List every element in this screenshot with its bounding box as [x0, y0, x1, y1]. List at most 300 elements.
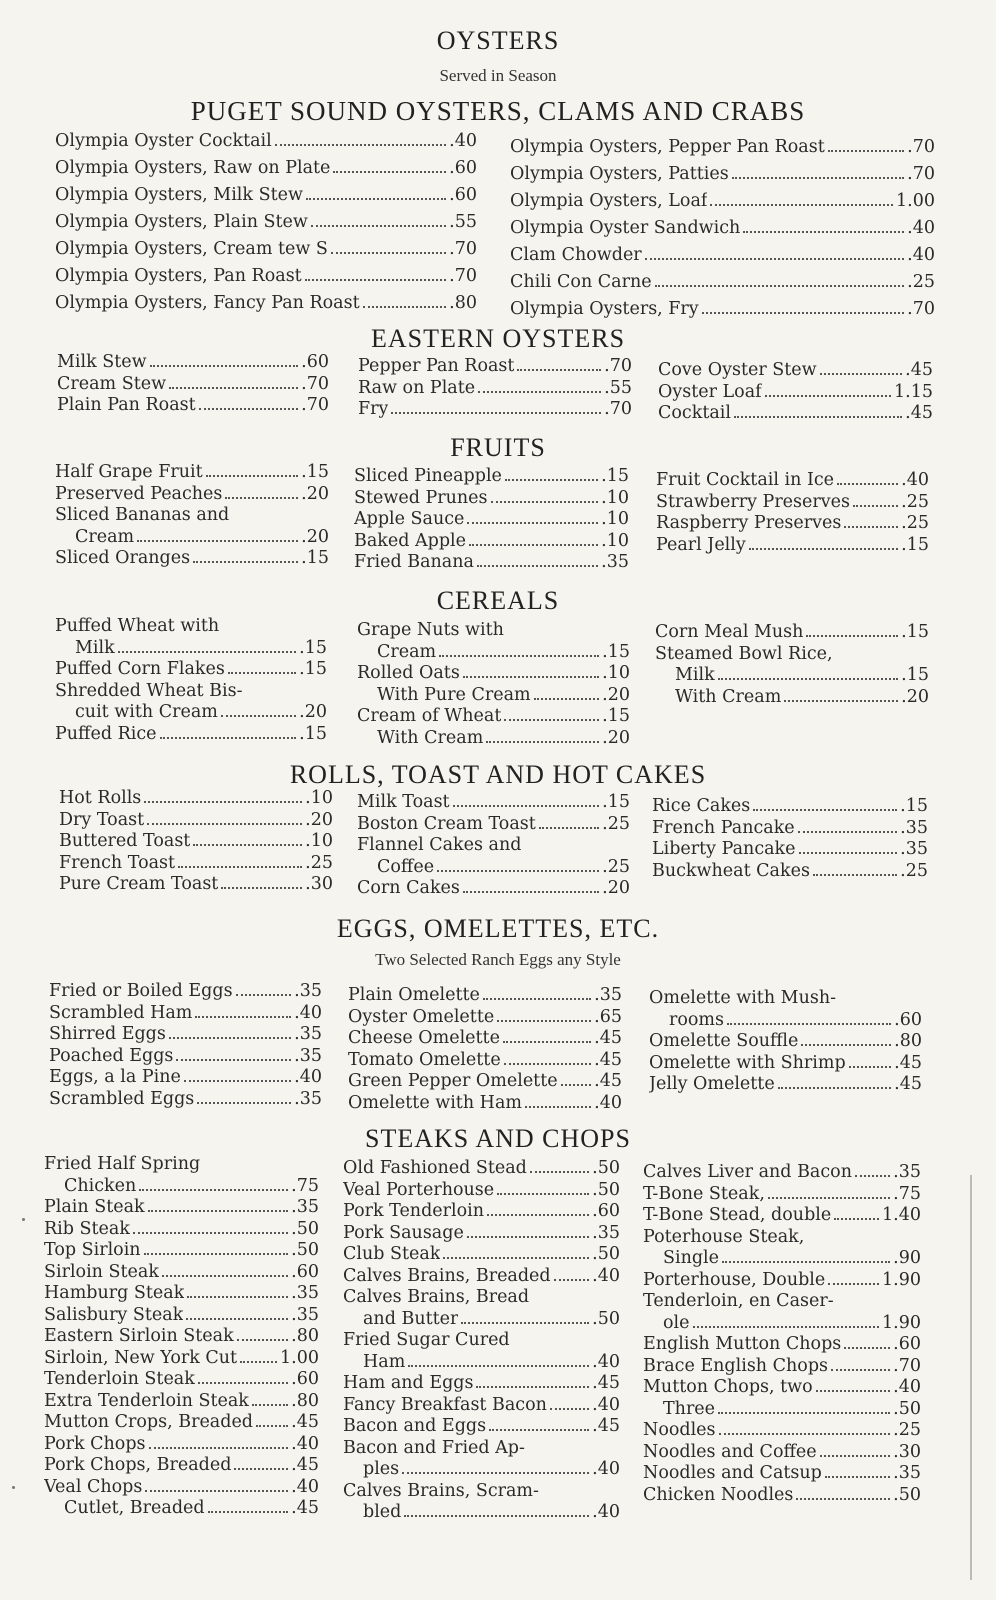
item-price: .70: [604, 356, 632, 376]
dot-leader: [778, 1087, 891, 1089]
item-name: Cove Oyster Stew: [658, 360, 817, 380]
menu-item: [357, 642, 630, 664]
item-price: 1.40: [882, 1205, 921, 1225]
item-price: .10: [601, 509, 629, 529]
menu-column: [658, 360, 933, 425]
page-title: OYSTERS: [436, 26, 560, 55]
item-name: Olympia Oysters, Patties: [510, 164, 729, 184]
item-name: Olympia Oysters, Fancy Pan Roast: [55, 293, 360, 313]
dot-leader: [443, 1257, 589, 1259]
item-price: .60: [301, 352, 329, 372]
menu-item: [55, 724, 327, 746]
item-name: ole: [663, 1312, 690, 1333]
dot-leader: [305, 279, 446, 281]
item-name: Extra Tenderloin Steak: [44, 1390, 249, 1411]
item-name: T-Bone Stead, double: [643, 1205, 832, 1225]
dot-leader: [228, 672, 296, 674]
menu-item: [55, 263, 477, 290]
menu-item: [655, 644, 929, 666]
menu-item: [643, 1420, 921, 1442]
item-price: .50: [592, 1308, 620, 1329]
dot-leader: [486, 741, 599, 743]
item-price: .45: [291, 1498, 319, 1518]
menu-item: [343, 1459, 620, 1481]
dot-leader: [221, 887, 302, 889]
item-name: Flannel Cakes and: [357, 835, 522, 855]
item-price: .75: [291, 1175, 319, 1196]
item-name: Old Fashioned Stead: [343, 1158, 527, 1178]
item-price: .30: [893, 1441, 921, 1462]
dot-leader: [467, 1236, 589, 1238]
menu-item: [510, 161, 935, 188]
menu-column: [510, 134, 935, 323]
dot-leader: [489, 1429, 589, 1431]
menu-item: [649, 1053, 922, 1075]
menu-item: [643, 1184, 921, 1206]
dot-leader: [198, 1382, 288, 1384]
dot-leader: [561, 1084, 592, 1086]
menu-item: [354, 466, 629, 488]
item-price: .50: [592, 1158, 620, 1178]
item-price: .80: [449, 293, 477, 313]
item-price: .40: [592, 1502, 620, 1522]
dot-leader: [234, 1468, 288, 1470]
item-name: Grape Nuts with: [357, 620, 504, 640]
item-name: Corn Meal Mush: [655, 622, 804, 642]
item-name: Milk Stew: [57, 352, 147, 372]
dot-leader: [837, 483, 898, 485]
item-name: Omelette with Mush-: [649, 988, 837, 1008]
menu-item: [44, 1240, 319, 1262]
dot-leader: [497, 1193, 589, 1195]
item-name: Coffee: [377, 856, 435, 877]
item-name: Brace English Chops: [643, 1355, 829, 1376]
dot-leader: [825, 1476, 890, 1478]
item-name: Tenderloin, en Caser-: [643, 1291, 834, 1311]
item-name: Pure Cream Toast: [59, 874, 219, 894]
item-name: Club Steak: [343, 1244, 441, 1264]
dot-leader: [208, 1511, 289, 1513]
dot-leader: [391, 412, 601, 414]
item-name: Cocktail: [658, 403, 731, 423]
menu-item: [49, 1003, 322, 1025]
item-price: .55: [604, 377, 632, 398]
menu-item: [357, 685, 630, 707]
menu-item: [354, 552, 629, 574]
item-name: Olympia Oysters, Plain Stew: [55, 212, 308, 232]
menu-item: [55, 616, 327, 638]
item-name: Raw on Plate: [358, 377, 476, 398]
dot-leader: [149, 1447, 289, 1449]
item-price: .70: [907, 164, 935, 184]
menu-column: [655, 622, 929, 708]
item-name: Top Sirloin: [44, 1240, 141, 1260]
dot-leader: [844, 526, 898, 528]
item-name: Preserved Peaches: [55, 483, 223, 504]
item-price: .35: [893, 1162, 921, 1182]
menu-column: [357, 620, 630, 749]
item-name: Cutlet, Breaded: [64, 1498, 205, 1518]
dot-leader: [806, 635, 898, 637]
item-price: .45: [905, 360, 933, 380]
item-name: Cream: [75, 526, 135, 547]
menu-item: [49, 1067, 322, 1089]
item-price: .70: [907, 299, 935, 319]
item-price: .40: [592, 1265, 620, 1286]
menu-item: [510, 242, 935, 269]
dot-leader: [534, 698, 600, 700]
item-name: Rib Steak: [44, 1218, 130, 1239]
dot-leader: [749, 548, 898, 550]
item-price: .15: [602, 641, 630, 662]
dot-leader: [147, 823, 302, 825]
dot-leader: [477, 565, 598, 567]
item-name: Oyster Omelette: [348, 1006, 495, 1027]
dot-leader: [206, 475, 299, 477]
menu-item: [649, 1010, 922, 1032]
dot-leader: [193, 561, 298, 563]
item-name: rooms: [669, 1009, 725, 1030]
menu-item: [55, 638, 327, 660]
item-name: Veal Porterhouse: [343, 1179, 495, 1200]
item-price: .15: [301, 548, 329, 568]
item-name: Oyster Loaf: [658, 381, 762, 402]
menu-item: [643, 1291, 921, 1313]
item-name: French Toast: [59, 852, 176, 873]
dot-leader: [144, 801, 302, 803]
item-name: Chili Con Carne: [510, 272, 652, 292]
item-price: .25: [907, 272, 935, 292]
item-price: .45: [905, 403, 933, 423]
dot-leader: [160, 737, 297, 739]
item-name: Porterhouse, Double: [643, 1269, 826, 1290]
menu-item: [357, 835, 630, 857]
item-price: .15: [301, 462, 329, 482]
dot-leader: [798, 831, 897, 833]
menu-item: [49, 1024, 322, 1046]
menu-column: [55, 128, 477, 317]
dot-leader: [753, 809, 897, 811]
menu-item: [343, 1287, 620, 1309]
item-name: Milk Toast: [357, 792, 450, 812]
menu-item: [44, 1262, 319, 1284]
item-price: .70: [449, 266, 477, 286]
item-price: .20: [602, 727, 630, 748]
dot-leader: [478, 391, 601, 393]
menu-column: [49, 981, 322, 1110]
item-price: .15: [602, 706, 630, 726]
item-name: Olympia Oysters, Raw on Plate: [55, 158, 331, 178]
item-name: Bacon and Fried Ap-: [343, 1437, 525, 1458]
item-name: Pork Chops: [44, 1433, 146, 1454]
dot-leader: [816, 1390, 890, 1392]
item-name: Ham and Eggs: [343, 1373, 474, 1393]
menu-item: [343, 1244, 620, 1266]
item-name: Three: [663, 1398, 716, 1419]
item-name: Jelly Omelette: [649, 1074, 775, 1094]
item-price: .20: [305, 809, 333, 830]
dot-leader: [844, 1347, 890, 1349]
dot-leader: [732, 177, 904, 179]
item-name: Olympia Oysters, Milk Stew: [55, 185, 303, 205]
item-name: French Pancake: [652, 817, 795, 838]
item-name: Omelette Souffle: [649, 1031, 799, 1051]
menu-item: [343, 1373, 620, 1395]
item-name: Sirloin Steak: [44, 1261, 159, 1282]
dot-leader: [463, 891, 599, 893]
menu-item: [348, 1050, 622, 1072]
item-price: .40: [291, 1476, 319, 1497]
dot-leader: [853, 505, 898, 507]
dot-leader: [463, 676, 599, 678]
dot-leader: [487, 1214, 589, 1216]
item-price: .20: [299, 702, 327, 722]
dot-leader: [236, 994, 292, 996]
print-speck: [22, 1218, 25, 1221]
dot-leader: [150, 365, 299, 367]
section-title-puget: PUGET SOUND OYSTERS, CLAMS AND CRABS: [190, 96, 806, 126]
item-price: .45: [594, 1071, 622, 1091]
item-name: Eastern Sirloin Steak: [44, 1326, 234, 1346]
menu-column: [656, 470, 929, 556]
item-name: Noodles and Coffee: [643, 1441, 817, 1462]
menu-item: [643, 1248, 921, 1270]
menu-item: [357, 814, 630, 836]
item-name: Olympia Oysters, Pepper Pan Roast: [510, 137, 825, 157]
menu-item: [44, 1154, 319, 1176]
menu-item: [44, 1348, 319, 1370]
menu-item: [49, 981, 322, 1003]
menu-item: [348, 985, 622, 1007]
item-price: .40: [592, 1459, 620, 1479]
menu-item: [55, 681, 327, 703]
menu-item: [643, 1377, 921, 1399]
item-price: .40: [291, 1433, 319, 1454]
item-name: Eggs, a la Pine: [49, 1067, 181, 1087]
item-price: .25: [900, 860, 928, 881]
item-price: .35: [294, 1045, 322, 1066]
item-price: .35: [294, 981, 322, 1001]
section-title-eggs: EGGS, OMELETTES, ETC.: [336, 914, 660, 943]
item-price: .20: [901, 686, 929, 707]
item-price: .45: [291, 1412, 319, 1432]
item-price: .25: [602, 856, 630, 877]
item-name: Fried Sugar Cured: [343, 1330, 510, 1350]
dot-leader: [655, 285, 905, 287]
dot-leader: [765, 395, 891, 397]
item-name: Tomato Omelette: [348, 1049, 501, 1070]
item-name: Omelette with Shrimp: [649, 1052, 846, 1073]
item-name: Rice Cakes: [652, 796, 751, 816]
item-price: .70: [907, 137, 935, 157]
dot-leader: [186, 1318, 288, 1320]
item-price: .50: [893, 1398, 921, 1419]
item-name: Plain Steak: [44, 1197, 145, 1217]
menu-item: [44, 1219, 319, 1241]
menu-item: [510, 134, 935, 161]
item-name: Veal Chops: [44, 1476, 143, 1497]
item-name: Fried or Boiled Eggs: [49, 981, 233, 1001]
item-price: .10: [305, 831, 333, 851]
dot-leader: [719, 1433, 891, 1435]
item-name: Rolled Oats: [357, 663, 460, 683]
item-price: .15: [901, 622, 929, 642]
item-price: .45: [594, 1028, 622, 1048]
item-price: .80: [291, 1390, 319, 1411]
menu-item: [358, 399, 632, 421]
item-price: .15: [901, 534, 929, 555]
menu-item: [358, 356, 632, 378]
dot-leader: [221, 715, 296, 717]
item-name: Dry Toast: [59, 809, 145, 830]
menu-item: [658, 382, 933, 404]
item-name: Scrambled Ham: [49, 1002, 193, 1023]
menu-item: [44, 1197, 319, 1219]
menu-item: [643, 1485, 921, 1507]
item-price: .90: [893, 1248, 921, 1268]
menu-item: [49, 1046, 322, 1068]
item-name: Liberty Pancake: [652, 839, 796, 859]
item-price: .60: [893, 1334, 921, 1354]
dot-leader: [734, 416, 902, 418]
item-price: 1.00: [896, 191, 935, 211]
menu-item: [357, 706, 630, 728]
dot-leader: [162, 1275, 288, 1277]
dot-leader: [718, 1412, 890, 1414]
dot-leader: [834, 1218, 879, 1220]
dot-leader: [469, 544, 598, 546]
item-name: Calves Brains, Bread: [343, 1287, 530, 1307]
item-price: .35: [601, 552, 629, 572]
menu-item: [656, 535, 929, 557]
dot-leader: [722, 1261, 890, 1263]
dot-leader: [169, 387, 298, 389]
dot-leader: [184, 1080, 291, 1082]
item-name: Olympia Oysters, Fry: [510, 299, 699, 319]
item-name: Raspberry Preserves: [656, 513, 842, 533]
item-price: 1.00: [280, 1347, 319, 1368]
item-name: Bacon and Eggs: [343, 1416, 487, 1436]
item-name: bled: [363, 1502, 402, 1522]
menu-item: [357, 620, 630, 642]
item-name: Puffed Corn Flakes: [55, 659, 225, 679]
menu-item: [55, 155, 477, 182]
item-price: .50: [291, 1218, 319, 1239]
item-name: Pork Tenderloin: [343, 1201, 484, 1221]
menu-item: [649, 1031, 922, 1053]
item-name: Baked Apple: [354, 530, 467, 551]
item-name: Omelette with Ham: [348, 1092, 522, 1113]
menu-item: [44, 1498, 319, 1520]
item-price: 1.90: [882, 1269, 921, 1290]
dot-leader: [118, 651, 296, 653]
menu-item: [55, 548, 329, 570]
item-price: .70: [449, 239, 477, 259]
dot-leader: [311, 225, 446, 227]
menu-item: [649, 988, 922, 1010]
item-name: Cream Stew: [57, 373, 167, 394]
dot-leader: [849, 1066, 891, 1068]
menu-column: [354, 466, 629, 574]
menu-column: [348, 985, 622, 1114]
item-name: Olympia Oyster Cocktail: [55, 131, 272, 151]
item-price: .25: [893, 1420, 921, 1440]
dot-leader: [145, 1490, 288, 1492]
menu-item: [44, 1455, 319, 1477]
menu-item: [55, 527, 329, 549]
dot-leader: [404, 1515, 589, 1517]
dot-leader: [497, 1020, 591, 1022]
item-name: Boston Cream Toast: [357, 813, 536, 834]
item-price: .25: [602, 813, 630, 834]
item-name: Fry: [358, 399, 389, 419]
dot-leader: [718, 678, 898, 680]
item-name: Apple Sauce: [354, 509, 465, 529]
menu-item: [44, 1434, 319, 1456]
item-price: .50: [592, 1179, 620, 1200]
dot-leader: [187, 1296, 288, 1298]
menu-item: [656, 513, 929, 535]
menu-item: [44, 1477, 319, 1499]
item-name: Pork Chops, Breaded: [44, 1455, 232, 1475]
dot-leader: [504, 1063, 591, 1065]
item-price: .35: [291, 1197, 319, 1217]
menu-item: [343, 1352, 620, 1374]
item-price: .35: [900, 817, 928, 838]
dot-leader: [855, 1175, 890, 1177]
item-name: Hamburg Steak: [44, 1283, 185, 1303]
dot-leader: [491, 501, 599, 503]
menu-column: [59, 788, 333, 896]
menu-item: [357, 792, 630, 814]
dot-leader: [550, 1408, 589, 1410]
item-price: .35: [594, 985, 622, 1005]
menu-item: [44, 1176, 319, 1198]
dot-leader: [176, 1059, 291, 1061]
menu-item: [348, 1093, 622, 1115]
dot-leader: [517, 369, 601, 371]
item-name: Noodles: [643, 1420, 716, 1440]
menu-item: [655, 687, 929, 709]
dot-leader: [178, 866, 302, 868]
dot-leader: [768, 1197, 890, 1199]
menu-item: [348, 1007, 622, 1029]
item-name: Chicken Noodles: [643, 1484, 794, 1505]
menu-item: [343, 1309, 620, 1331]
page-subtitle: Served in Season: [439, 66, 557, 85]
item-name: Sliced Bananas and: [55, 505, 230, 525]
item-price: .50: [893, 1484, 921, 1505]
menu-item: [55, 505, 329, 527]
item-price: .70: [604, 399, 632, 419]
item-price: .35: [294, 1024, 322, 1044]
dot-leader: [727, 1023, 891, 1025]
menu-item: [510, 188, 935, 215]
menu-item: [59, 831, 333, 853]
menu-item: [55, 182, 477, 209]
item-price: .25: [305, 852, 333, 873]
item-name: and Butter: [363, 1308, 459, 1329]
menu-item: [354, 531, 629, 553]
menu-item: [57, 352, 329, 374]
item-price: .70: [301, 373, 329, 394]
item-price: .40: [294, 1067, 322, 1087]
menu-column: [652, 796, 928, 882]
item-name: cuit with Cream: [75, 702, 218, 722]
item-name: Cream of Wheat: [357, 706, 502, 726]
item-name: Olympia Oysters, Pan Roast: [55, 266, 302, 286]
menu-item: [55, 484, 329, 506]
